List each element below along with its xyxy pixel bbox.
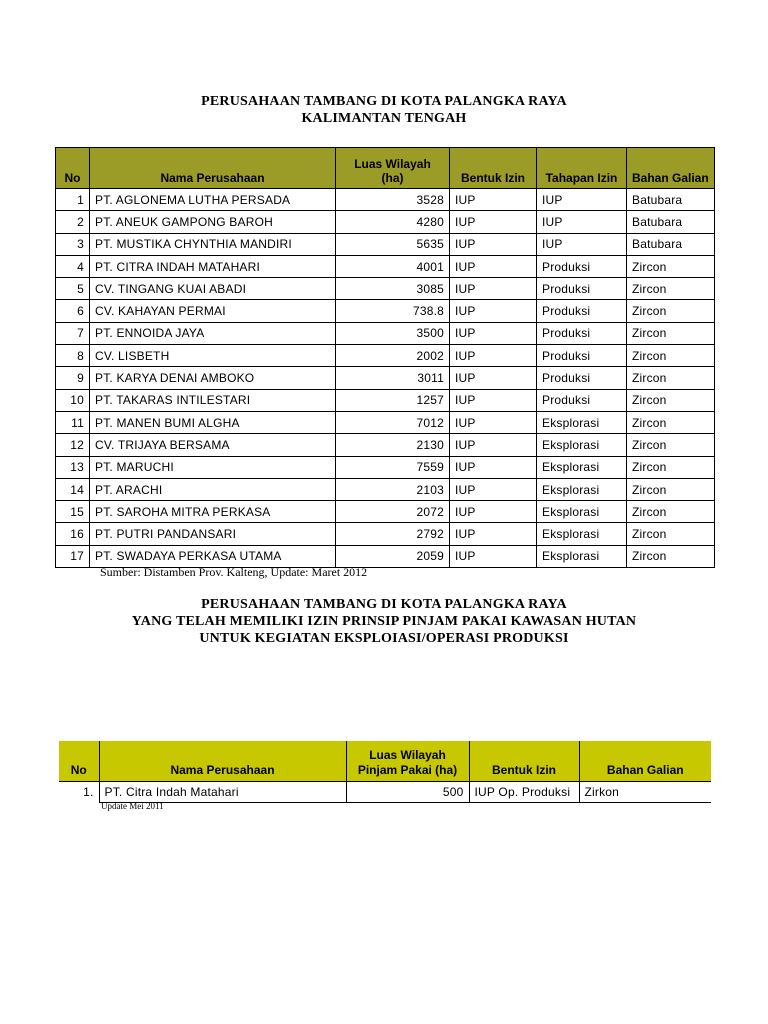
cell-luas: 2059 — [336, 545, 450, 567]
cell-bentuk: IUP — [450, 456, 537, 478]
cell-no: 9 — [56, 367, 90, 389]
cell-bahan: Batubara — [627, 233, 715, 255]
cell-no: 15 — [56, 501, 90, 523]
cell-luas: 3500 — [336, 322, 450, 344]
cell-bentuk: IUP — [450, 189, 537, 211]
cell-bahan: Zircon — [627, 545, 715, 567]
cell-tahap: Eksplorasi — [537, 411, 627, 433]
section1-title-line-2: KALIMANTAN TENGAH — [301, 111, 467, 126]
cell-bahan: Zircon — [627, 300, 715, 322]
cell-tahap: Produksi — [537, 345, 627, 367]
cell-tahap: Produksi — [537, 255, 627, 277]
header-no: No — [59, 741, 99, 782]
table-row — [56, 345, 715, 367]
cell-tahap: Produksi — [537, 367, 627, 389]
table-row — [56, 434, 715, 456]
section2-title-line-2: YANG TELAH MEMILIKI IZIN PRINSIP PINJAM PAKAI KAWASAN HUTAN — [131, 614, 637, 629]
cell-bahan: Zircon — [627, 523, 715, 545]
header-luas-line-1: Luas Wilayah — [369, 748, 446, 762]
cell-nama: CV. KAHAYAN PERMAI — [90, 300, 336, 322]
cell-tahap: Eksplorasi — [537, 456, 627, 478]
cell-luas: 5635 — [336, 233, 450, 255]
cell-luas: 738.8 — [336, 300, 450, 322]
cell-nama: PT. AGLONEMA LUTHA PERSADA — [90, 189, 336, 211]
cell-luas: 7012 — [336, 411, 450, 433]
header-bentuk-izin: Bentuk Izin — [469, 741, 579, 782]
cell-nama: PT. PUTRI PANDANSARI — [90, 523, 336, 545]
cell-no: 16 — [56, 523, 90, 545]
cell-luas: 7559 — [336, 456, 450, 478]
cell-nama: PT. Citra Indah Matahari — [99, 782, 346, 803]
cell-bentuk: IUP — [450, 478, 537, 500]
cell-no: 6 — [56, 300, 90, 322]
table-body — [56, 189, 715, 568]
cell-luas: 500 — [346, 782, 469, 803]
cell-bentuk: IUP — [450, 389, 537, 411]
cell-bentuk: IUP Op. Produksi — [469, 782, 579, 803]
cell-nama: PT. ENNOIDA JAYA — [90, 322, 336, 344]
cell-bahan: Zircon — [627, 345, 715, 367]
cell-no: 8 — [56, 345, 90, 367]
cell-bentuk: IUP — [450, 300, 537, 322]
cell-bentuk: IUP — [450, 233, 537, 255]
cell-no: 3 — [56, 233, 90, 255]
table-row — [56, 278, 715, 300]
cell-nama: PT. SAROHA MITRA PERKASA — [90, 501, 336, 523]
cell-tahap: Eksplorasi — [537, 434, 627, 456]
cell-luas: 4280 — [336, 211, 450, 233]
cell-tahap: Produksi — [537, 300, 627, 322]
section2-title — [0, 596, 768, 647]
cell-nama: PT. MANEN BUMI ALGHA — [90, 411, 336, 433]
header-luas-line-1: Luas Wilayah — [354, 157, 431, 171]
cell-nama: PT. MUSTIKA CHYNTHIA MANDIRI — [90, 233, 336, 255]
cell-luas: 3085 — [336, 278, 450, 300]
cell-bentuk: IUP — [450, 367, 537, 389]
cell-nama: PT. ANEUK GAMPONG BAROH — [90, 211, 336, 233]
table-row — [56, 478, 715, 500]
cell-no: 14 — [56, 478, 90, 500]
cell-no: 2 — [56, 211, 90, 233]
cell-tahap: IUP — [537, 233, 627, 255]
cell-bahan: Zircon — [627, 411, 715, 433]
cell-bahan: Zircon — [627, 389, 715, 411]
cell-tahap: Produksi — [537, 322, 627, 344]
cell-no: 1. — [83, 785, 94, 800]
cell-no: 10 — [56, 389, 90, 411]
header-luas-line-2: Pinjam Pakai (ha) — [357, 763, 458, 777]
cell-bentuk: IUP — [450, 278, 537, 300]
header-luas-wilayah — [336, 148, 450, 189]
header-bahan-galian: Bahan Galian — [579, 741, 711, 782]
header-bahan-galian: Bahan Galian — [627, 148, 715, 189]
table-row — [59, 782, 711, 803]
table-row — [56, 501, 715, 523]
cell-no: 1 — [56, 189, 90, 211]
cell-luas: 1257 — [336, 389, 450, 411]
cell-tahap: IUP — [537, 211, 627, 233]
header-nama-perusahaan: Nama Perusahaan — [90, 148, 336, 189]
cell-tahap: Produksi — [537, 278, 627, 300]
cell-no: 7 — [56, 322, 90, 344]
section1-title-line-1: PERUSAHAAN TAMBANG DI KOTA PALANGKA RAYA — [201, 94, 567, 109]
header-luas-line-2: (ha) — [381, 171, 404, 185]
cell-no: 17 — [56, 545, 90, 567]
cell-bentuk: IUP — [450, 545, 537, 567]
table-header-row — [56, 148, 715, 189]
header-tahapan-izin: Tahapan Izin — [537, 148, 627, 189]
cell-nama: PT. SWADAYA PERKASA UTAMA — [90, 545, 336, 567]
table-row — [56, 523, 715, 545]
header-nama-perusahaan: Nama Perusahaan — [99, 741, 346, 782]
cell-tahap: Eksplorasi — [537, 501, 627, 523]
table-row — [56, 322, 715, 344]
cell-nama: PT. KARYA DENAI AMBOKO — [90, 367, 336, 389]
cell-luas: 2072 — [336, 501, 450, 523]
cell-nama: CV. LISBETH — [90, 345, 336, 367]
cell-luas: 4001 — [336, 255, 450, 277]
cell-nama: CV. TRIJAYA BERSAMA — [90, 434, 336, 456]
mining-companies-table — [55, 147, 715, 568]
source-note: Sumber: Distamben Prov. Kalteng, Update: Maret 2012 — [100, 565, 368, 579]
forest-permit-table — [59, 741, 711, 803]
cell-nama: PT. ARACHI — [90, 478, 336, 500]
cell-bentuk: IUP — [450, 322, 537, 344]
cell-no: 11 — [56, 411, 90, 433]
table-row — [56, 300, 715, 322]
cell-nama: CV. TINGANG KUAI ABADI — [90, 278, 336, 300]
table-row — [56, 367, 715, 389]
update-note: Update Mei 2011 — [101, 801, 164, 811]
cell-no: 5 — [56, 278, 90, 300]
cell-bahan: Zircon — [627, 255, 715, 277]
cell-bentuk: IUP — [450, 255, 537, 277]
cell-bentuk: IUP — [450, 211, 537, 233]
cell-luas: 3528 — [336, 189, 450, 211]
cell-bahan: Zircon — [627, 478, 715, 500]
section2-title-line-1: PERUSAHAAN TAMBANG DI KOTA PALANGKA RAYA — [201, 597, 567, 612]
section2-title-line-3: UNTUK KEGIATAN EKSPLOIASI/OPERASI PRODUKSI — [199, 631, 569, 646]
cell-nama: PT. MARUCHI — [90, 456, 336, 478]
cell-nama: PT. CITRA INDAH MATAHARI — [90, 255, 336, 277]
cell-tahap: Eksplorasi — [537, 545, 627, 567]
cell-luas: 2792 — [336, 523, 450, 545]
cell-tahap: IUP — [537, 189, 627, 211]
cell-bahan: Zircon — [627, 434, 715, 456]
cell-bahan: Zircon — [627, 367, 715, 389]
table-row — [56, 389, 715, 411]
cell-nama: PT. TAKARAS INTILESTARI — [90, 389, 336, 411]
cell-bahan: Batubara — [627, 189, 715, 211]
cell-luas: 2130 — [336, 434, 450, 456]
cell-bahan: Zircon — [627, 278, 715, 300]
cell-bahan: Zircon — [627, 501, 715, 523]
cell-bahan: Zircon — [627, 456, 715, 478]
cell-bahan: Zircon — [627, 322, 715, 344]
header-no: No — [56, 148, 90, 189]
cell-bentuk: IUP — [450, 501, 537, 523]
header-bentuk-izin: Bentuk Izin — [450, 148, 537, 189]
cell-bahan: Batubara — [627, 211, 715, 233]
cell-bentuk: IUP — [450, 345, 537, 367]
table-row — [56, 233, 715, 255]
cell-luas: 2002 — [336, 345, 450, 367]
cell-tahap: Eksplorasi — [537, 523, 627, 545]
cell-bentuk: IUP — [450, 523, 537, 545]
cell-no: 4 — [56, 255, 90, 277]
cell-tahap: Eksplorasi — [537, 478, 627, 500]
section1-title — [0, 93, 768, 127]
table-header-row — [59, 741, 711, 782]
table-row — [56, 211, 715, 233]
cell-luas: 3011 — [336, 367, 450, 389]
cell-no: 12 — [56, 434, 90, 456]
cell-no: 13 — [56, 456, 90, 478]
cell-bentuk: IUP — [450, 411, 537, 433]
table-row — [56, 411, 715, 433]
table-row — [56, 456, 715, 478]
table-body — [59, 782, 711, 803]
cell-bahan: Zirkon — [579, 782, 711, 803]
cell-luas: 2103 — [336, 478, 450, 500]
cell-bentuk: IUP — [450, 434, 537, 456]
table-row — [56, 189, 715, 211]
cell-tahap: Produksi — [537, 389, 627, 411]
header-luas-wilayah — [346, 741, 469, 782]
table-row — [56, 255, 715, 277]
